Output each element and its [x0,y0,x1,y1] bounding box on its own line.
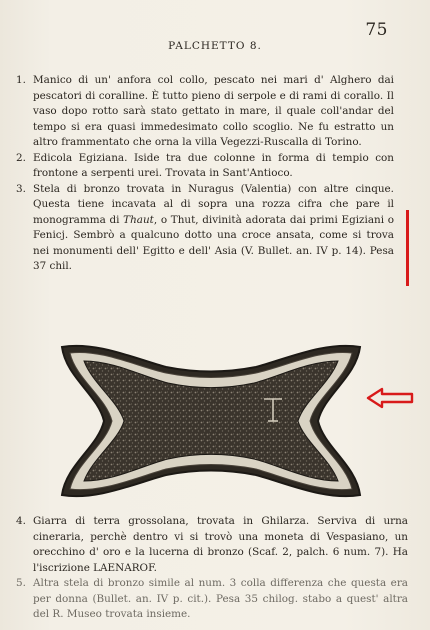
entry-text-part: , o Thut, divinità adorata dai primi Egiziani o Fenicj. Sembrò a qualcuno dotto una croce ansata, come si trova nei monumenti dell' Egitto e dell' Asia (V. Bullet. an. IV p. 14). Pesa 37 chil. [33,213,395,272]
entry-5 [16,576,408,623]
entry-4 [16,514,408,576]
entries-lower [16,514,408,623]
stela-illustration [56,337,366,505]
entry-text-part: Stela di bronzo trovata in Nuragus (Valentia) con altre cinque. Questa tiene incavata al di sopra una rozza cifra che pare il monogramma di [33,182,394,226]
page-header: PALCHETTO 8. [168,40,262,52]
entry-text: Altra stela di bronzo simile al num. 3 colla differenza che questa era per donna (Bullet. an. IV p. cit.). Pesa 35 chilog. stabo a quest' altra del R. Museo trovata insieme. [33,577,408,620]
entry-number: 3. [16,182,26,195]
entry-number: 1. [16,74,26,86]
entry-number: 4. [16,515,26,527]
red-left-arrow-icon [366,386,416,410]
entry-1 [16,73,394,151]
entry-italic-word: Thaut [123,213,154,226]
entry-number: 2. [16,151,26,164]
entries-upper [16,73,394,275]
entry-text: Manico di un' anfora col collo, pescato nei mari d' Alghero dai pescatori di coralline. È tutto pieno di serpole e di rami di corallo. Il vaso dopo rotto sarà stato gettato in mare, il quale coll'andar del tempo si era quasi immedesimato collo scoglio. Ne fu estratto un altro frammentato che orna la villa Vegezzi-Ruscalla di Torino. [33,74,394,148]
red-vertical-bar-icon [406,210,409,286]
entry-text: Giarra di terra grossolana, trovata in Ghilarza. Serviva di urna cineraria, perchè dentro vi si trovò una moneta di Vespasiano, un orecchino d' oro e la lucerna di bronzo (Scaf. 2, palch. 6 num. 7). Ha l'iscrizione LAENAROF. [33,515,408,574]
entry-text [33,182,394,275]
page-number: 75 [365,20,388,40]
entry-2 [16,151,394,182]
entry-text: Edicola Egiziana. Iside tra due colonne in forma di tempio con frontone a serpenti urei. Trovata in Sant'Antioco. [33,151,394,179]
entry-3 [16,182,394,275]
entry-number: 5. [16,577,26,589]
